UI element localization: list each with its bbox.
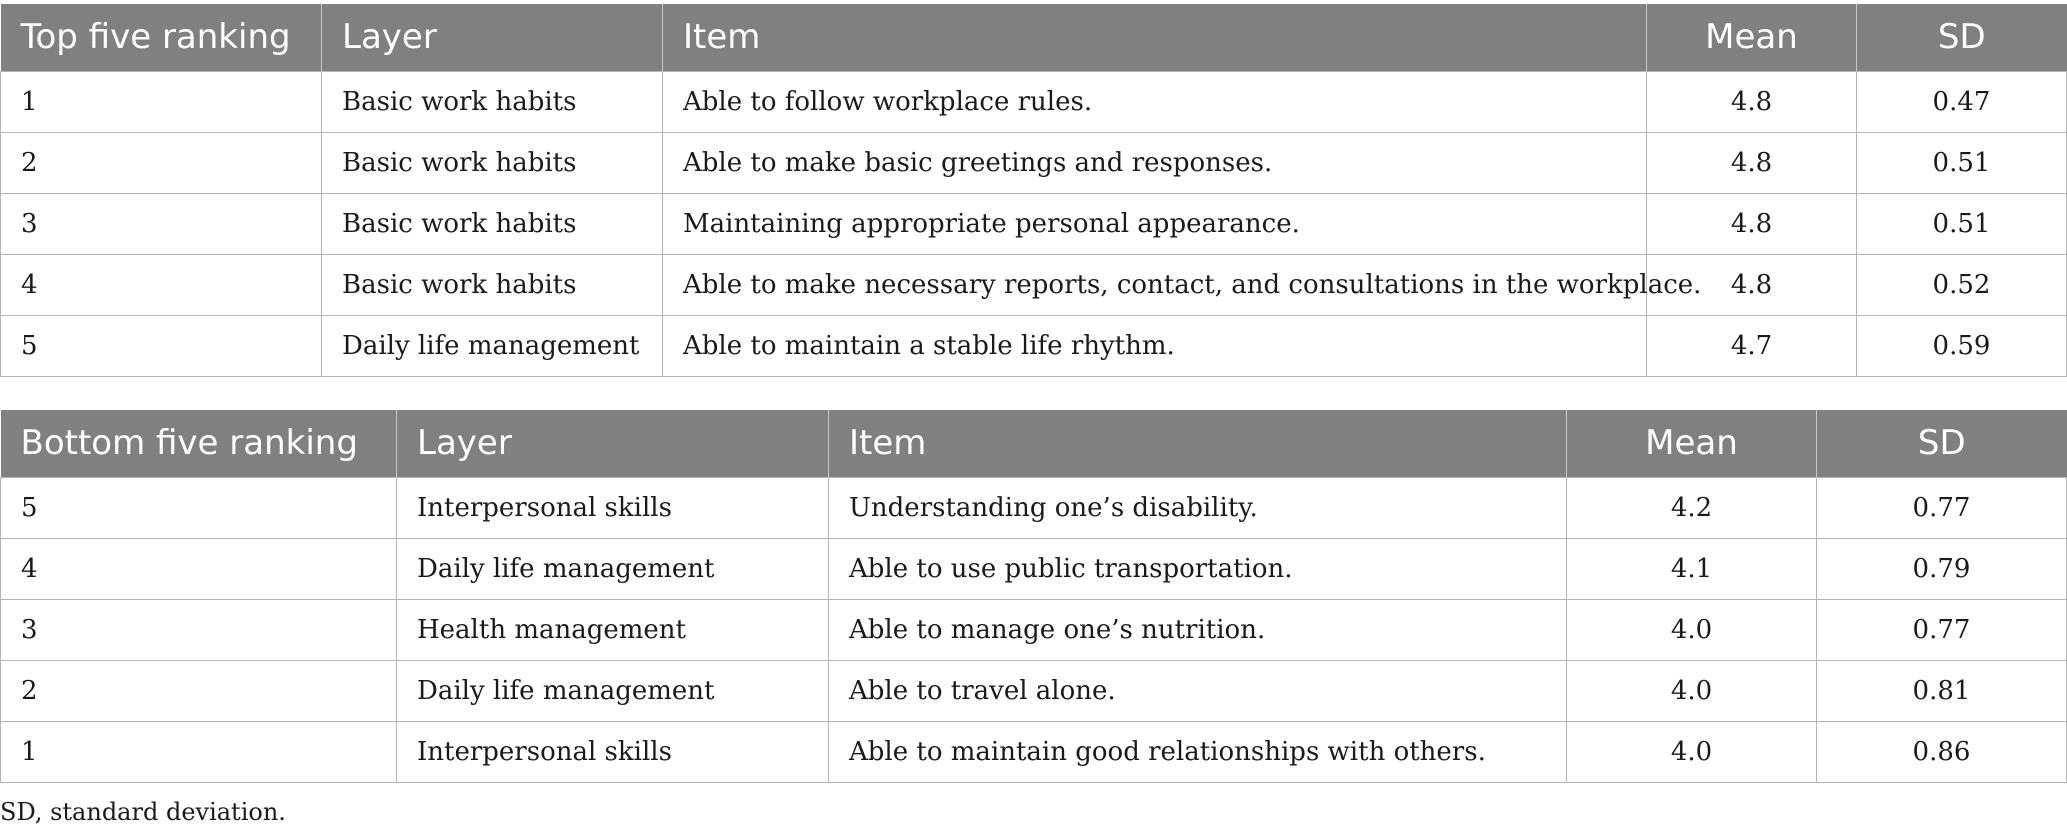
layer-cell: Health management (397, 599, 829, 660)
top-five-table (0, 4, 2067, 377)
table-row (1, 315, 2067, 376)
item-cell: Able to use public transportation. (829, 538, 1567, 599)
item-cell: Understanding one’s disability. (829, 477, 1567, 538)
layer-cell: Daily life management (397, 538, 829, 599)
mean-cell: 4.7 (1647, 315, 1857, 376)
item-cell: Able to maintain a stable life rhythm. (663, 315, 1647, 376)
rank-cell: 3 (1, 193, 322, 254)
sd-cell: 0.86 (1817, 721, 2067, 782)
table-row (1, 193, 2067, 254)
header-sd: SD (1817, 410, 2067, 477)
sd-cell: 0.79 (1817, 538, 2067, 599)
sd-cell: 0.59 (1857, 315, 2067, 376)
table-row (1, 721, 2067, 782)
item-cell: Able to follow workplace rules. (663, 71, 1647, 132)
layer-cell: Interpersonal skills (397, 477, 829, 538)
table-row (1, 538, 2067, 599)
item-cell: Able to make basic greetings and responses. (663, 132, 1647, 193)
mean-cell: 4.2 (1567, 477, 1817, 538)
table-footnote: SD, standard deviation. (0, 798, 286, 826)
table-row (1, 599, 2067, 660)
rank-cell: 5 (1, 315, 322, 376)
sd-cell: 0.77 (1817, 599, 2067, 660)
sd-cell: 0.77 (1817, 477, 2067, 538)
header-rank: Top five ranking (1, 4, 322, 71)
rank-cell: 2 (1, 132, 322, 193)
sd-cell: 0.51 (1857, 132, 2067, 193)
mean-cell: 4.8 (1647, 71, 1857, 132)
layer-cell: Basic work habits (322, 254, 663, 315)
mean-cell: 4.0 (1567, 599, 1817, 660)
header-row (1, 410, 2067, 477)
table-row (1, 132, 2067, 193)
header-row (1, 4, 2067, 71)
rank-cell: 3 (1, 599, 397, 660)
layer-cell: Interpersonal skills (397, 721, 829, 782)
table-row (1, 254, 2067, 315)
layer-cell: Basic work habits (322, 193, 663, 254)
layer-cell: Basic work habits (322, 132, 663, 193)
mean-cell: 4.8 (1647, 254, 1857, 315)
sd-cell: 0.81 (1817, 660, 2067, 721)
header-layer: Layer (397, 410, 829, 477)
rank-cell: 5 (1, 477, 397, 538)
mean-cell: 4.1 (1567, 538, 1817, 599)
bottom-five-table (0, 410, 2067, 783)
rank-cell: 2 (1, 660, 397, 721)
item-cell: Able to travel alone. (829, 660, 1567, 721)
layer-cell: Basic work habits (322, 71, 663, 132)
mean-cell: 4.0 (1567, 721, 1817, 782)
header-mean: Mean (1647, 4, 1857, 71)
rank-cell: 4 (1, 538, 397, 599)
rank-cell: 1 (1, 721, 397, 782)
sd-cell: 0.52 (1857, 254, 2067, 315)
table-row (1, 71, 2067, 132)
header-item: Item (663, 4, 1647, 71)
table-row (1, 477, 2067, 538)
mean-cell: 4.8 (1647, 193, 1857, 254)
table-row (1, 660, 2067, 721)
header-rank: Bottom five ranking (1, 410, 397, 477)
rank-cell: 4 (1, 254, 322, 315)
header-mean: Mean (1567, 410, 1817, 477)
layer-cell: Daily life management (322, 315, 663, 376)
header-layer: Layer (322, 4, 663, 71)
item-cell: Able to manage one’s nutrition. (829, 599, 1567, 660)
sd-cell: 0.51 (1857, 193, 2067, 254)
mean-cell: 4.8 (1647, 132, 1857, 193)
item-cell: Maintaining appropriate personal appearance. (663, 193, 1647, 254)
layer-cell: Daily life management (397, 660, 829, 721)
header-sd: SD (1857, 4, 2067, 71)
sd-cell: 0.47 (1857, 71, 2067, 132)
rank-cell: 1 (1, 71, 322, 132)
item-cell: Able to maintain good relationships with others. (829, 721, 1567, 782)
item-cell: Able to make necessary reports, contact, and consultations in the workplace. (663, 254, 1647, 315)
mean-cell: 4.0 (1567, 660, 1817, 721)
header-item: Item (829, 410, 1567, 477)
